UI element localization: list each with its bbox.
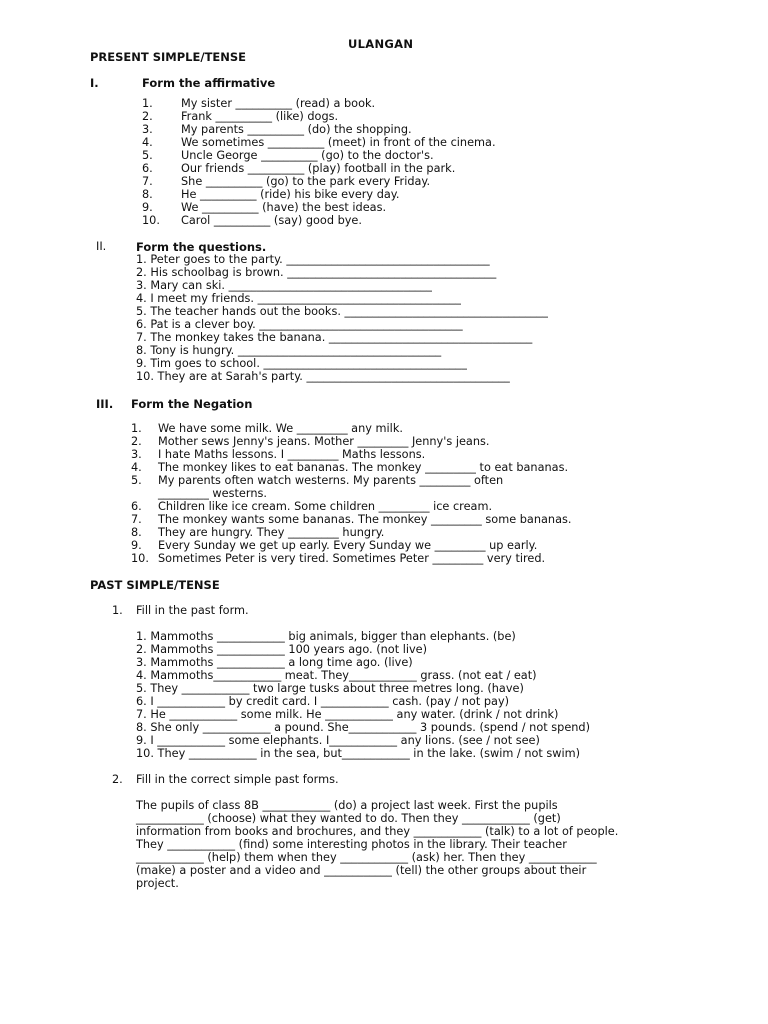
exercise-item: The monkey likes to eat bananas. The monkey _________ to eat bananas. — [158, 461, 569, 474]
exercise-item: We sometimes __________ (meet) in front of the cinema. — [181, 136, 496, 149]
exercise-item: 7. The monkey takes the banana. ____________________________________ — [136, 331, 533, 344]
exercise-item: 2. His schoolbag is brown. _____________________________________ — [136, 266, 497, 279]
present-simple-heading: PRESENT SIMPLE/TENSE — [90, 50, 247, 64]
item-number: 5. — [142, 149, 153, 162]
paragraph-line: ____________ (help) them when they ____________ (ask) her. Then they ____________ — [136, 851, 597, 864]
item-number: 7. — [131, 513, 142, 526]
exercise-item: Children like ice cream. Some children _________ ice cream. — [158, 500, 493, 513]
section-1-roman: I. — [90, 76, 99, 90]
paragraph-line: (make) a poster and a video and ____________ (tell) the other groups about their — [136, 864, 587, 877]
paragraph-line: information from books and brochures, and they ____________ (talk) to a lot of people. — [136, 825, 619, 838]
exercise-item: 6. I ____________ by credit card. I ____________ cash. (pay / not pay) — [136, 695, 510, 708]
item-number: 6. — [142, 162, 153, 175]
exercise-item: 3. Mary can ski. ____________________________________ — [136, 279, 432, 292]
exercise-item: Frank __________ (like) dogs. — [181, 110, 339, 123]
exercise-item: My sister __________ (read) a book. — [181, 97, 376, 110]
exercise-item: 5. The teacher hands out the books. ____________________________________ — [136, 305, 548, 318]
exercise-item: 8. Tony is hungry. ____________________________________ — [136, 344, 442, 357]
past-simple-heading: PAST SIMPLE/TENSE — [90, 578, 220, 592]
exercise-item: 9. Tim goes to school. ____________________________________ — [136, 357, 467, 370]
item-number: 10. — [142, 214, 160, 227]
past-section-1-number: 1. — [112, 604, 123, 617]
exercise-item: He __________ (ride) his bike every day. — [181, 188, 400, 201]
item-number: 3. — [142, 123, 153, 136]
item-number: 10. — [131, 552, 149, 565]
past-section-2-heading: Fill in the correct simple past forms. — [136, 773, 339, 786]
exercise-item: She __________ (go) to the park every Friday. — [181, 175, 431, 188]
exercise-item: 7. He ____________ some milk. He ____________ any water. (drink / not drink) — [136, 708, 559, 721]
exercise-item: _________ westerns. — [158, 487, 267, 500]
exercise-item: 10. They are at Sarah's party. ____________________________________ — [136, 370, 510, 383]
exercise-item: My parents __________ (do) the shopping. — [181, 123, 412, 136]
paragraph-line: ____________ (choose) what they wanted to do. Then they ____________ (get) — [136, 812, 561, 825]
item-number: 8. — [131, 526, 142, 539]
paragraph-line: project. — [136, 877, 179, 890]
item-number: 2. — [142, 110, 153, 123]
exercise-item: 6. Pat is a clever boy. ____________________________________ — [136, 318, 463, 331]
exercise-item: My parents often watch westerns. My parents _________ often — [158, 474, 504, 487]
exercise-item: Our friends __________ (play) football in the park. — [181, 162, 456, 175]
exercise-item: 4. I meet my friends. ____________________________________ — [136, 292, 461, 305]
item-number: 9. — [131, 539, 142, 552]
exercise-item: I hate Maths lessons. I _________ Maths lessons. — [158, 448, 426, 461]
exercise-item: They are hungry. They _________ hungry. — [158, 526, 385, 539]
section-3-heading: Form the Negation — [131, 397, 253, 411]
paragraph-line: The pupils of class 8B ____________ (do) a project last week. First the pupils — [136, 799, 558, 812]
exercise-item: We __________ (have) the best ideas. — [181, 201, 387, 214]
past-section-1-heading: Fill in the past form. — [136, 604, 249, 617]
exercise-item: We have some milk. We _________ any milk. — [158, 422, 403, 435]
exercise-item: 4. Mammoths____________ meat. They____________ grass. (not eat / eat) — [136, 669, 537, 682]
exercise-item: 3. Mammoths ____________ a long time ago. (live) — [136, 656, 413, 669]
item-number: 3. — [131, 448, 142, 461]
item-number: 2. — [131, 435, 142, 448]
page-title: ULANGAN — [348, 37, 414, 51]
exercise-item: Uncle George __________ (go) to the doctor's. — [181, 149, 434, 162]
item-number: 1. — [131, 422, 142, 435]
item-number: 7. — [142, 175, 153, 188]
item-number: 4. — [142, 136, 153, 149]
exercise-item: The monkey wants some bananas. The monkey _________ some bananas. — [158, 513, 572, 526]
section-2-heading: Form the questions. — [136, 240, 267, 254]
exercise-item: 1. Mammoths ____________ big animals, bigger than elephants. (be) — [136, 630, 516, 643]
paragraph-line: They ____________ (find) some interesting photos in the library. Their teacher — [136, 838, 567, 851]
section-3-roman: III. — [96, 397, 114, 411]
exercise-item: Mother sews Jenny's jeans. Mother _________ Jenny's jeans. — [158, 435, 490, 448]
past-section-2-number: 2. — [112, 773, 123, 786]
item-number: 1. — [142, 97, 153, 110]
item-number: 6. — [131, 500, 142, 513]
exercise-item: Carol __________ (say) good bye. — [181, 214, 362, 227]
exercise-item: 10. They ____________ in the sea, but____________ in the lake. (swim / not swim) — [136, 747, 581, 760]
exercise-item: 8. She only ____________ a pound. She____________ 3 pounds. (spend / not spend) — [136, 721, 591, 734]
exercise-item: 9. I ____________ some elephants. I____________ any lions. (see / not see) — [136, 734, 540, 747]
section-2-roman: II. — [96, 240, 107, 253]
item-number: 5. — [131, 474, 142, 487]
exercise-item: 5. They ____________ two large tusks about three metres long. (have) — [136, 682, 524, 695]
exercise-item: Sometimes Peter is very tired. Sometimes Peter _________ very tired. — [158, 552, 546, 565]
exercise-item: 2. Mammoths ____________ 100 years ago. (not live) — [136, 643, 428, 656]
exercise-item: 1. Peter goes to the party. ____________________________________ — [136, 253, 490, 266]
item-number: 4. — [131, 461, 142, 474]
item-number: 9. — [142, 201, 153, 214]
section-1-heading: Form the affirmative — [142, 76, 276, 90]
item-number: 8. — [142, 188, 153, 201]
exercise-item: Every Sunday we get up early. Every Sunday we _________ up early. — [158, 539, 538, 552]
